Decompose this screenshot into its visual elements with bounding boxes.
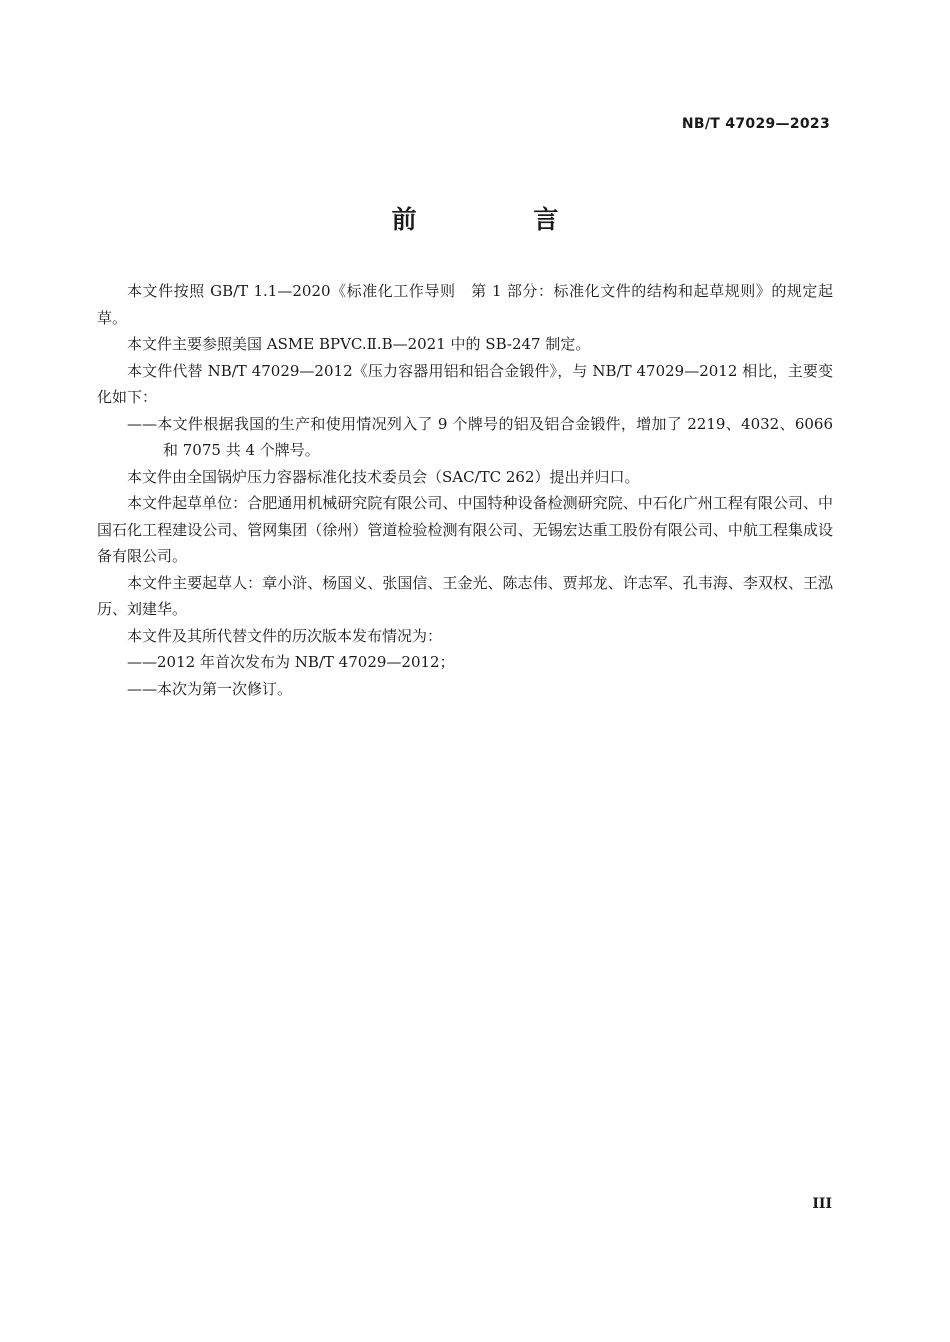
page-title: 前 言	[391, 205, 613, 234]
history-item-first: ——2012 年首次发布为 NB/T 47029—2012；	[127, 653, 455, 671]
history-item-revision: ——本次为第一次修订。	[127, 679, 293, 698]
list-item	[97, 649, 833, 676]
paragraph-drafting-rules: 本文件按照 GB/T 1.1—2020《标准化工作导则 第 1 部分：标准化文件的结构和起草规则》的规定起草。	[97, 282, 833, 327]
paragraph-drafting-units: 本文件起草单位：合肥通用机械研究院有限公司、中国特种设备检测研究院、中石化广州工程有限公司、中国石化工程建设公司、管网集团（徐州）管道检验检测有限公司、无锡宏达重工股份有限公司、中航工程集成设备有限公司。	[97, 494, 833, 565]
paragraph-reference: 本文件主要参照美国 ASME BPVC.Ⅱ.B—2021 中的 SB-247 制定。	[127, 335, 591, 353]
foreword-body	[97, 278, 833, 702]
paragraph-drafters: 本文件主要起草人：章小浒、杨国义、张国信、王金光、陈志伟、贾邦龙、许志军、孔韦海、李双权、王泓历、刘建华。	[97, 573, 833, 618]
paragraph-proposer: 本文件由全国锅炉压力容器标准化技术委员会（SAC/TC 262）提出并归口。	[127, 467, 640, 486]
list-item	[97, 676, 833, 703]
page-number: III	[812, 1196, 832, 1212]
paragraph-replacement: 本文件代替 NB/T 47029—2012《压力容器用铝和铝合金锻件》，与 NB/T 47029—2012 相比，主要变化如下：	[97, 361, 833, 406]
paragraph-history: 本文件及其所代替文件的历次版本发布情况为：	[127, 626, 443, 645]
change-item-grades: ——本文件根据我国的生产和使用情况列入了 9 个牌号的铝及铝合金锻件，增加了 2219、4032、6066 和 7075 共 4 个牌号。	[127, 414, 833, 459]
list-item	[97, 411, 833, 464]
document-number: NB/T 47029—2023	[681, 116, 830, 132]
